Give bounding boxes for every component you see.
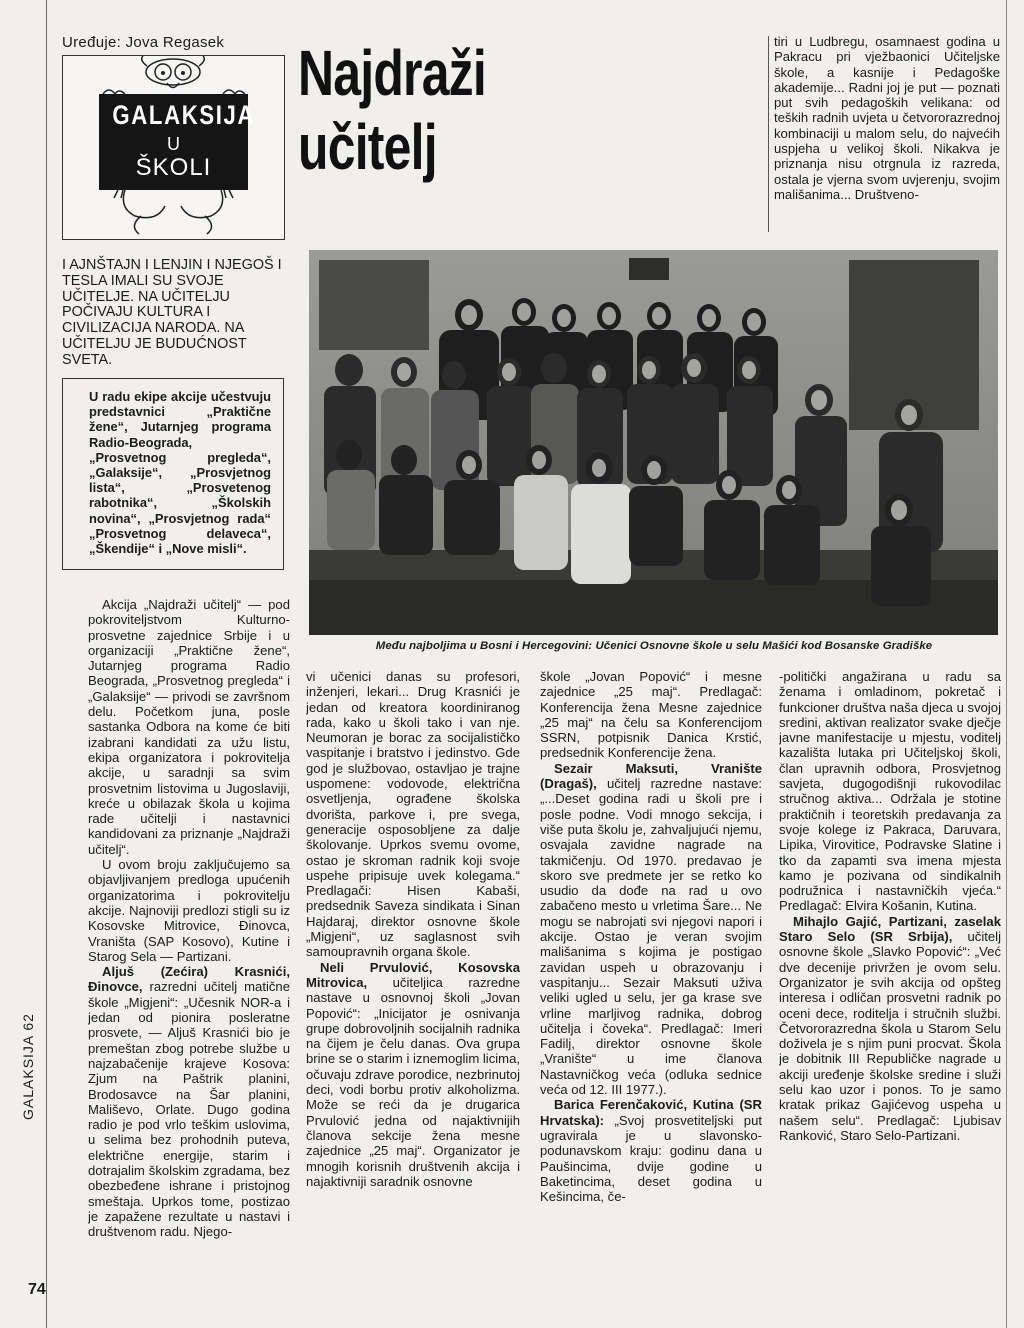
col3-paragraph-1: škole „Jovan Popović“ i mesne zajednice „25 maj“. Predlagač: Konferencija žena Mesne zajednice „25 maj“ na čelu sa Konferencijom SSRN, potpisnik Danica Krstić, predsednik Konferencije žena. (540, 669, 762, 761)
article-column-1 (88, 597, 290, 1322)
intro-column (774, 34, 1000, 202)
col1-paragraph-3 (88, 964, 290, 1239)
article-column-4 (779, 669, 1001, 1324)
logo-skoli: ŠKOLI (135, 154, 212, 181)
nominee-text: učitelj razredne nastave: „...Deset godina radi u školi pre i posle podne. Vodi mnogo sekcija, i više puta školu je, zahvaljujući njemu, osvajala zavidne nagrade na takmičenju. Od 1970. predavao je skoro sve predmete jer se retko ko usudio da dođe na rad u ovo zabačeno mesto u vrletima Šare... Ne mogu se nabrojati svi njegovi napori i akcije. Ostao je veran svojim mališanima s kojima je postigao zavidan uspeh u obrazovanju i vaspitanju... Sezair Maksuti uživa veliki ugled u selu, jer ga krase sve vrline marljivog radnika, dobrog učitelja i čoveka“. Predlagač: Imeri Fadilj, direktor osnovne škole „Vranište“ u ime članova Nastavničkog veća (odluka sednice veća od 12. III 1977.). (540, 776, 762, 1098)
intro-text: tiri u Ludbregu, osamnaest godina u Pakracu pri vježbaonici Učiteljske škole, a kasnije i Pedagoške akademije... Radni joj je put — poznati put svih pedagoških velikana: od teških radnih uvjeta u četvororazrednoj kombinaciji u malom selu, do najvećih uspjeha u velikoj školi. Nikakva je priznanja nisu otrgnula iz razreda, ostala je vjerna svom uvjerenju, svojim mališanima... Društveno- (774, 34, 1000, 202)
logo-title: GALAKSIJA (112, 100, 256, 130)
col4-paragraph-2 (779, 914, 1001, 1143)
col3-paragraph-2 (540, 761, 762, 1098)
margin-rule (46, 0, 47, 1328)
col4-paragraph-1: -politički angažirana u radu sa ženama i omladinom, pokretač i funkcioner društva naša djeca u svojoj sredini, aktivan realizator svake dječje javne manifestacije u mjestu, voditelj kazališta lutaka pri Učiteljskoj školi, član upravnih odbora, Prosvjetnog savjeta, dugogodišnji rukovodilac stručnog aktiva... Održala je stotine praktičnih i teoretskih predavanja za svoje kolege iz Pakraca, Daruvara, Lipika, Virovitice, Podravske Slatine i tko da zapamti sva imena mjesta kamo je pozivana od sindikalnih podružnica i nastavničkih vjeća.“ Predlagač: Elvira Košanin, Kutina. (779, 669, 1001, 914)
nominee-name: Aljuš (Zećira) Krasnići, Đinovce, (88, 964, 290, 995)
lead-text: I AJNŠTAJN I LENJIN I NJEGOŠ I TESLA IMALI SU SVOJE UČITELJE. NA UČITELJU POČIVAJU KULTURA I CIVILIZACIJA NARODA. NA UČITELJU JE BUDUĆNOST SVETA. (62, 257, 282, 368)
nominee-name: Sezair Maksuti, Vranište (Dragaš), (540, 760, 762, 792)
col3-paragraph-3 (540, 1097, 762, 1204)
col2-paragraph-2 (306, 960, 520, 1189)
galaksija-u-skoli-logo (62, 55, 285, 240)
edge-rule (1006, 0, 1007, 1328)
page-number: 74 (28, 1281, 46, 1298)
class-photo (309, 250, 998, 635)
team-sidebox: U radu ekipe akcije učestvuju predstavnici „Praktične žene“, Jutarnjeg programa Radio-Beograda, „Prosvetnog pregleda“, „Galaksije“, „Prosvjetnog lista“, „Prosvetenog rabotnika“, „Školskih novina“, „Prosvjetnog rada“ „Prosvetnog delaveca“, „Škendije“ i „Nove misli“. (62, 378, 284, 570)
article-column-3 (540, 669, 762, 1324)
nominee-text: razredni učitelj matične škole „Migjeni“: „Učesnik NOR-a i jedan od pionira posleratne prosvete, — Aljuš Krasnići bio je premeštan zbog potrebe službe u najzabačenije krajeve Kosova: Zjum na Paštrik planini, Brodosavce na Šar planini, Mališevo, Orlate. Dugo godina radio je pod vrlo teškim uslovima, u selima bez prohodnih puteva, električne energije, starim i dotrajalim školskim zgradama, bez obezbeđene ishrane i pristojnog smeštaja. Uprkos tome, postizao je zapažene rezultate u nastavi i društvenom radu. Njego- (88, 979, 290, 1240)
magazine-folio: GALAKSIJA 62 (20, 1013, 36, 1120)
col2-paragraph-1: vi učenici danas su profesori, inženjeri, lekari... Drug Krasnići je jedan od kreatora koordiniranog rada, kako u školi tako i van nje. Neumoran je borac za socijalističko vaspitanje i bratstvo i jedinstvo. Gde god je službovao, ostavljao je trajne uspomene: vodovode, električna osvetljenja, ograđene školska dvorišta, parkove i, pre svega, generacije osposobljene za dalje školovanje. Uprkos svemu ovome, ostao je skroman radnik koji svoje uspehe pripisuje uvek kolegama.“ Predlagači: Hisen Kabaši, predsednik Saveza sindikata i Sinan Hajdaraj, direktor osnovne škole „Migjeni“, uz saglasnost svih samoupravnih organa škole. (306, 669, 520, 960)
nominee-text: „Svoj prosvetiteljski put ugravirala je u slavonsko-podunavskom kraju: godinu dana u Paušincima, dvije godine u Baketincima, deset godina u Kešincima, če- (540, 1112, 762, 1205)
nominee-name: Mihajlo Gajić, Partizani, zaselak Staro Selo (SR Srbija), (779, 913, 1001, 945)
nominee-text: učitelj osnovne škole „Slavko Popović“: „Već dve decenije privržen je ovom selu. Organizator je svih akcija od opšteg interesa i odličan prosvetni radnik po oceni dece, roditelja i stručnih službi. Četvororazredna škola u Starom Selu doživela je s njim puni procvat. Škola je dobitnik III Republičke nagrade u akciji uređenje školske sredine i služi selu kao uzor i ponos. To je samo kratak prikaz Gajićevog uspeha u našem selu“. Predlagač: Ljubisav Ranković, Staro Selo-Partizani. (779, 929, 1001, 1143)
intro-rule (768, 36, 769, 232)
editor-line: Uređuje: Jova Regasek (62, 34, 225, 51)
class-photo-image (309, 250, 998, 635)
headline: Najdraži učitelj (298, 37, 486, 183)
photo-caption: Među najboljima u Bosni i Hercegovini: Učenici Osnovne škole u selu Mašići kod Bosanske Gradiške (375, 640, 933, 652)
nominee-text: učiteljica razredne nastave u osnovnoj školi „Jovan Popović“: „Inicijator je osnivanja grupe dobrovoljnih socijalnih radnika na čijem je čelu danas. Ova grupa brine se o starim i iznemoglim licima, očuvaju zdrave porodice, nezbrinutoj deci, vodi borbu protiv alkoholizma. Može se reći da je drugarica Prvulović jedna od najaktivnijih članova sekcije žena mesne zajednice „25 maj“. Organizator je mnogih korisnih društvenih akcija i najaktivniji saradnik osnovne (306, 974, 520, 1189)
article-column-2 (306, 669, 520, 1324)
logo-u: U (167, 134, 180, 154)
col1-paragraph-2: U ovom broju zaključujemo sa objavljivanjem predloga upućenih organizatorima i pokrovitelju akcije. Najnoviji predlozi stigli su iz Kosovske Mitrovice, Đinovca, Vraništa (SAP Kosovo), Kutine i Starog Sela — Partizani. (88, 857, 290, 964)
nominee-name: Barica Ferenčaković, Kutina (SR Hrvatska): (540, 1097, 762, 1128)
nominee-name: Neli Prvulović, Kosovska Mitrovica, (306, 959, 520, 990)
col1-paragraph-1: Akcija „Najdraži učitelj“ — pod pokroviteljstvom Kulturno-prosvetne zajednice Srbije i u organizaciji „Praktične žene“, Jutarnjeg programa Radio Beograda, „Prosvetnog pregleda“ i „Galaksije“ — privodi se završnom delu. Početkom juna, posle sastanka Odbora na kome će biti izabrani kandidati za užu listu, ekipa organizatora i pokrovitelja akcije, u saradnji sa svim prosvetnim listovima u Jugoslaviji, kreće u obilazak škola u kojima rade učitelji i nastavnici kandidovani za priznanje „Najdraži učitelj“. (88, 597, 290, 857)
